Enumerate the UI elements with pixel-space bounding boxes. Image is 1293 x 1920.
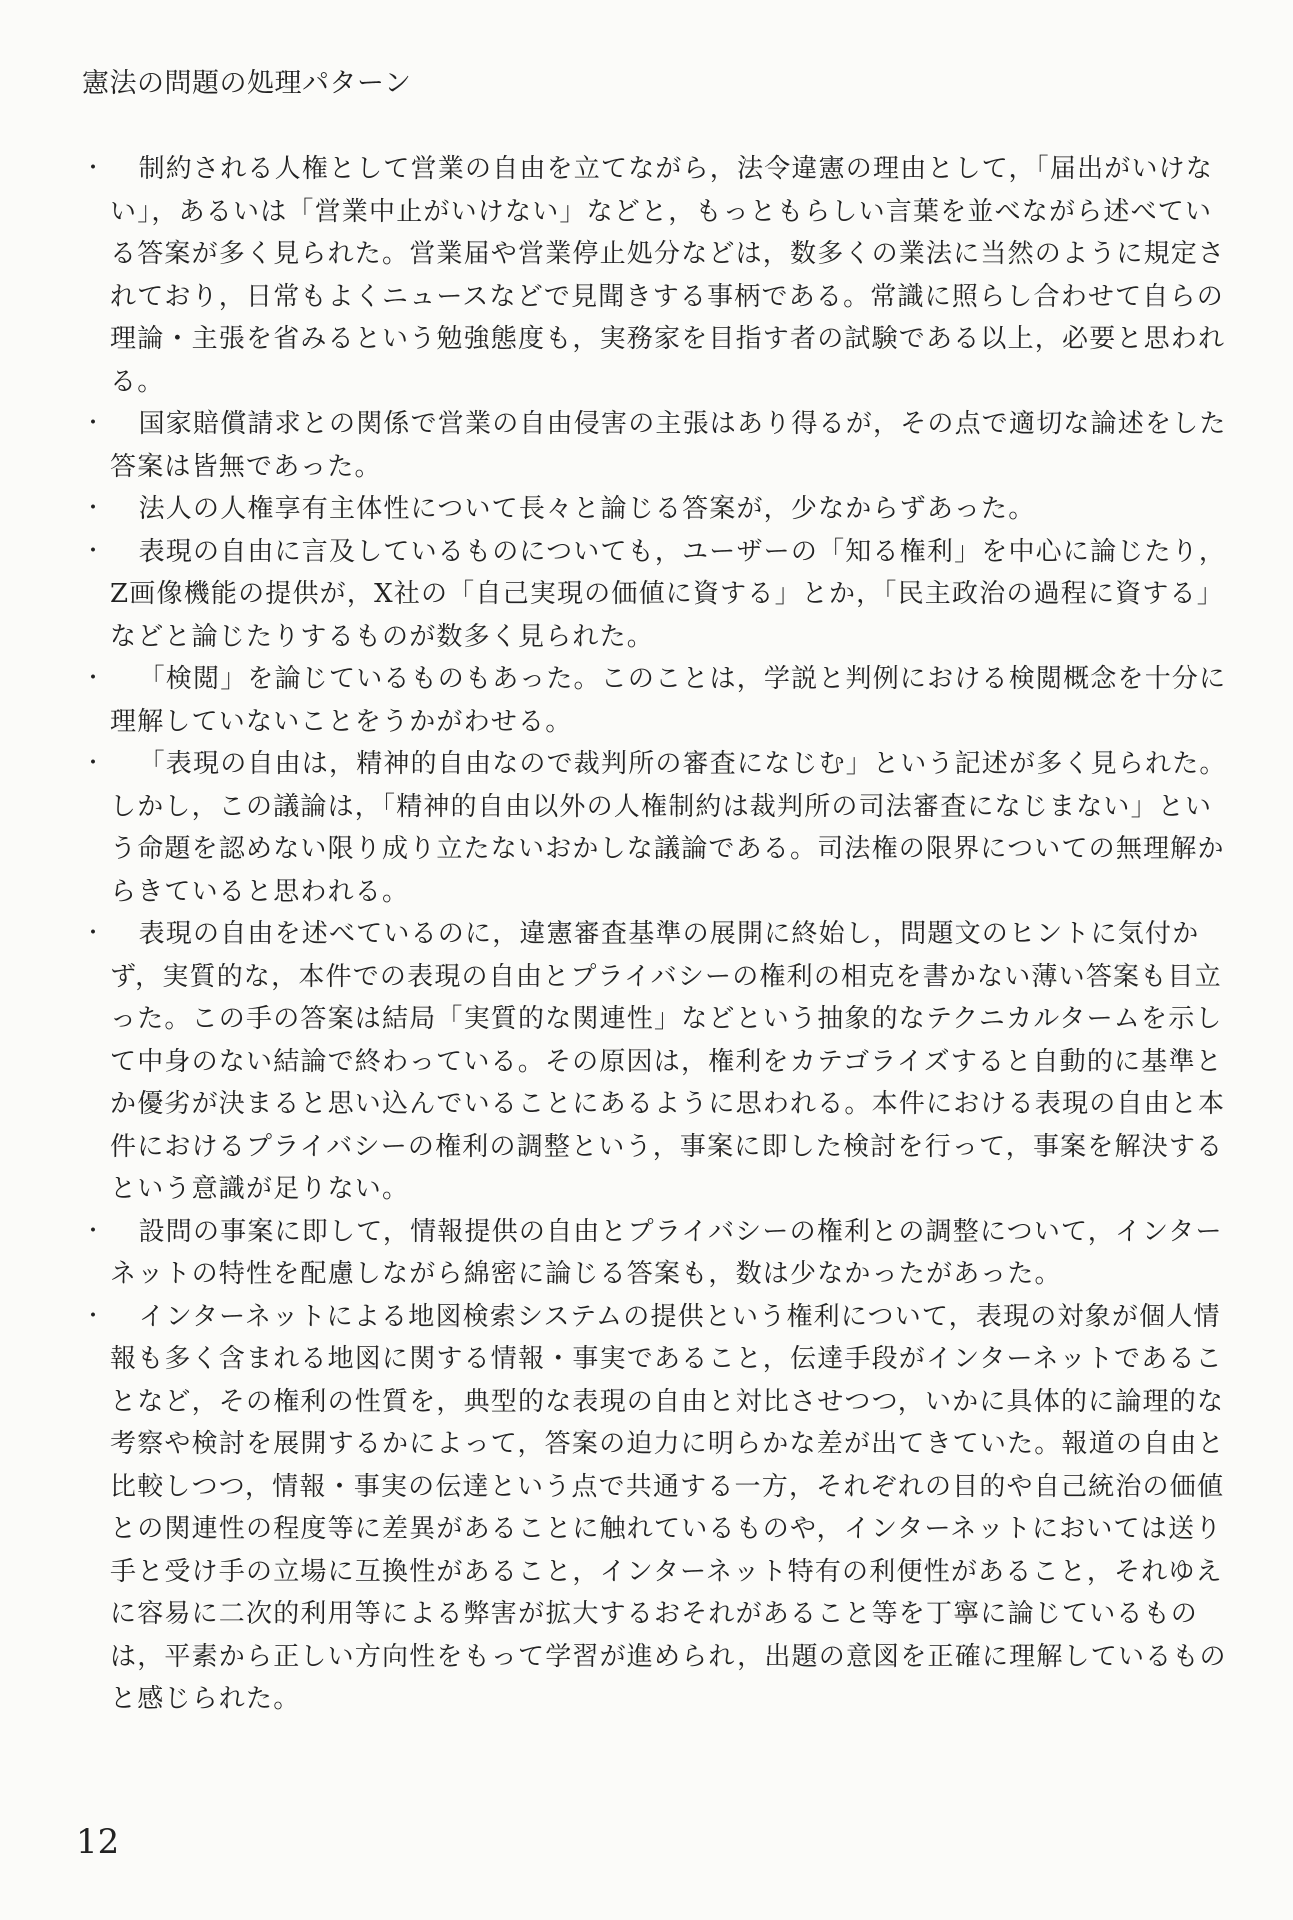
bullet-mark: ・ <box>82 751 106 776</box>
bullet-item <box>82 658 1232 743</box>
bullet-text: 「表現の自由は，精神的自由なので裁判所の審査になじむ」という記述が多く見られた。しかし，この議論は，「精神的自由以外の人権制約は裁判所の司法審査になじまない」という命題を認めない限り成り立たないおかしな議論である。司法権の限界についての無理解からきていると思われる。 <box>110 749 1227 907</box>
page-number: 12 <box>76 1822 120 1862</box>
bullet-text: 設問の事案に即して，情報提供の自由とプライバシーの権利との調整について，インターネットの特性を配慮しながら綿密に論じる答案も，数は少なかったがあった。 <box>110 1216 1223 1289</box>
bullet-mark: ・ <box>82 666 106 691</box>
bullet-mark: ・ <box>82 411 106 436</box>
bullet-item <box>82 531 1232 659</box>
bullet-mark: ・ <box>82 538 106 564</box>
bullet-mark: ・ <box>82 1303 106 1329</box>
bullet-item <box>82 1296 1232 1721</box>
running-header: 憲法の問題の処理パターン <box>82 68 412 99</box>
bullet-text: 法人の人権享有主体性について長々と論じる答案が，少なからずあった。 <box>138 494 1036 524</box>
bullet-mark: ・ <box>82 921 106 946</box>
bullet-mark: ・ <box>82 156 106 181</box>
bullet-list <box>82 148 1232 1721</box>
bullet-text: 国家賠償請求との関係で営業の自由侵害の主張はあり得るが，その点で適切な論述をした答案は皆無であった。 <box>110 409 1227 482</box>
bullet-text: 制約される人権として営業の自由を立てながら，法令違憲の理由として，「届出がいけない」，あるいは「営業中止がいけない」などと，もっともらしい言葉を並べながら述べている答案が多く見られた。営業届や営業停止処分などは，数多くの業法に当然のように規定されており，日常もよくニュースなどで見聞きする事柄である。常識に照らし合わせて自らの理論・主張を省みるという勉強態度も，実務家を目指す者の試験である以上，必要と思われる。 <box>110 154 1226 397</box>
bullet-item <box>82 148 1232 403</box>
bullet-text: 「検閲」を論じているものもあった。このことは，学説と判例における検閲概念を十分に理解していないことをうかがわせる。 <box>110 664 1227 737</box>
bullet-mark: ・ <box>82 1218 106 1244</box>
bullet-mark: ・ <box>82 496 106 521</box>
bullet-item <box>82 743 1232 913</box>
bullet-item <box>82 488 1232 531</box>
bullet-item <box>82 913 1232 1211</box>
bullet-item <box>82 403 1232 488</box>
bullet-text: インターネットによる地図検索システムの提供という権利について，表現の対象が個人情報も多く含まれる地図に関する情報・事実であること，伝達手段がインターネットであることなど，その権利の性質を，典型的な表現の自由と対比させつつ，いかに具体的に論理的な考察や検討を展開するかによって，答案の迫力に明らかな差が出てきていた。報道の自由と比較しつつ，情報・事実の伝達という点で共通する一方，それぞれの目的や自己統治の価値との関連性の程度等に差異があることに触れているものや，インターネットにおいては送り手と受け手の立場に互換性があること，インターネット特有の利便性があること，それゆえに容易に二次的利用等による弊害が拡大するおそれがあること等を丁寧に論じているものは，平素から正しい方向性をもって学習が進められ，出題の意図を正確に理解しているものと感じられた。 <box>110 1301 1227 1714</box>
bullet-text: 表現の自由を述べているのに，違憲審査基準の展開に終始し，問題文のヒントに気付かず，実質的な，本件での表現の自由とプライバシーの権利の相克を書かない薄い答案も目立った。この手の答案は結局「実質的な関連性」などという抽象的なテクニカルタームを示して中身のない結論で終わっている。その原因は，権利をカテゴライズすると自動的に基準とか優劣が決まると思い込んでいることにあるように思われる。本件における表現の自由と本件におけるプライバシーの権利の調整という，事案に即した検討を行って，事案を解決するという意識が足りない。 <box>110 919 1226 1204</box>
bullet-item <box>82 1211 1232 1296</box>
bullet-text: 表現の自由に言及しているものについても，ユーザーの「知る権利」を中心に論じたり，Z画像機能の提供が，X社の「自己実現の価値に資する」とか，「民主政治の過程に資する」などと論じたりするものが数多く見られた。 <box>110 536 1227 652</box>
